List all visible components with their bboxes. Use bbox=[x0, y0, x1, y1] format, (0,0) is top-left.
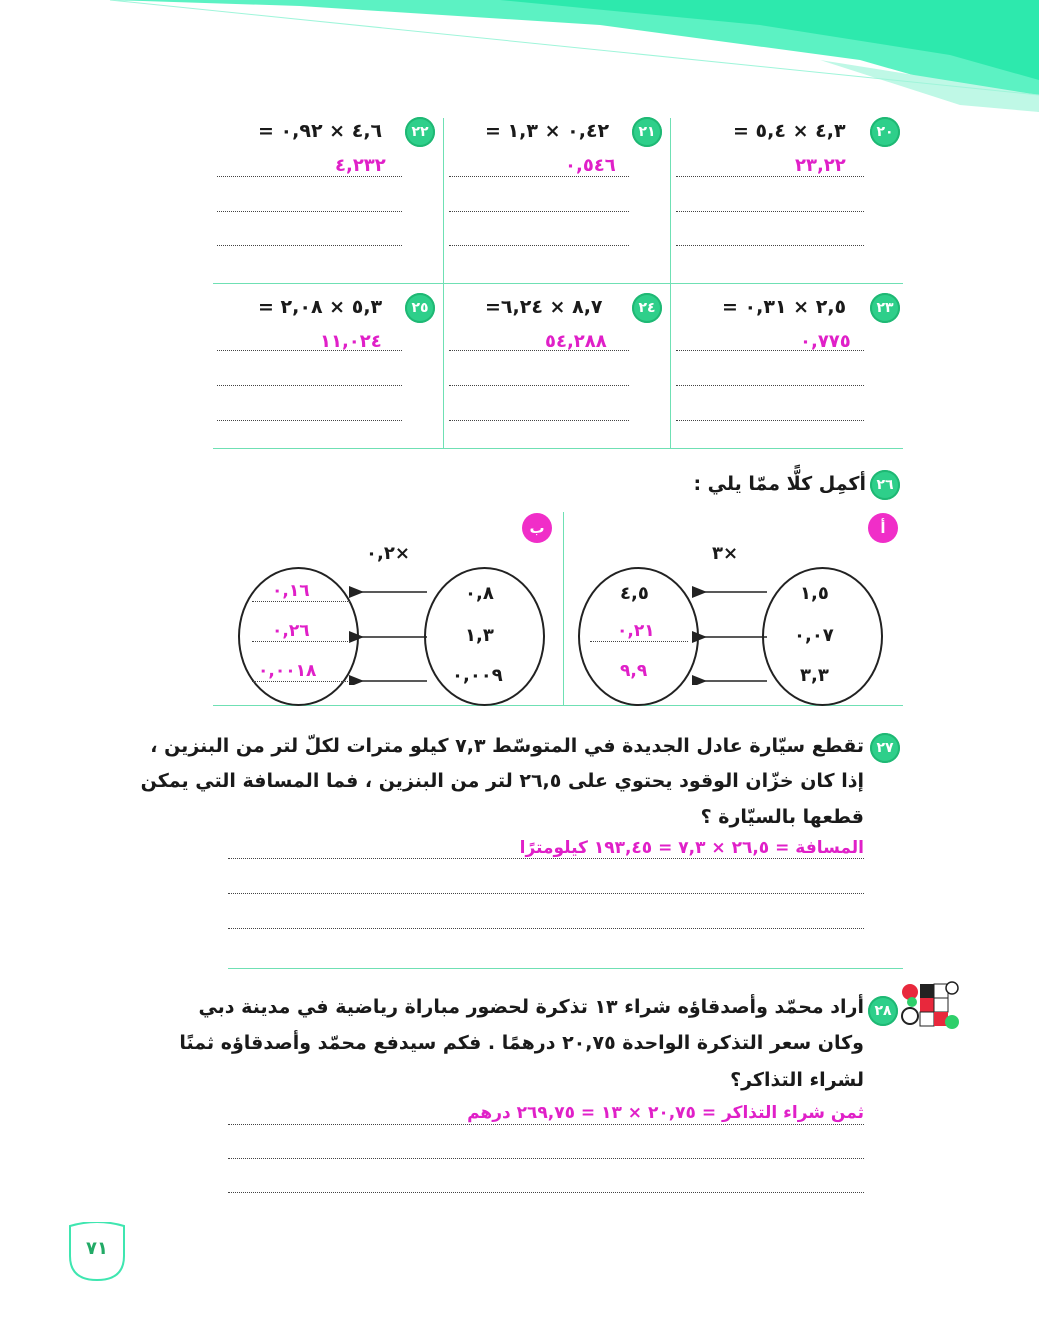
input-value: ٠,٨ bbox=[465, 583, 494, 604]
exercise-answer: ٠,٥٤٦ bbox=[565, 155, 616, 176]
answer-line bbox=[449, 176, 629, 177]
answer-line bbox=[228, 858, 864, 859]
question-text-line: قطعها بالسيّارة ؟ bbox=[700, 806, 864, 828]
answer-line bbox=[676, 176, 864, 177]
answer-line bbox=[449, 350, 629, 351]
input-value: ١,٥ bbox=[800, 583, 829, 604]
exercise-expression: = ٠,٤٢ × ١,٣ bbox=[485, 120, 610, 142]
output-value: ٠,١٦ bbox=[272, 581, 310, 601]
grid-divider bbox=[213, 283, 903, 284]
section-divider bbox=[213, 705, 903, 706]
answer-line bbox=[449, 420, 629, 421]
exercise-expression: =٨,٧ × ٦,٢٤ bbox=[485, 296, 603, 318]
answer-line bbox=[590, 641, 688, 642]
input-value: ٠,٠٧ bbox=[794, 625, 834, 646]
answer-line bbox=[449, 211, 629, 212]
input-value: ٣,٣ bbox=[800, 665, 829, 686]
output-value: ٩,٩ bbox=[620, 661, 648, 681]
output-value: ٠,٠٠١٨ bbox=[258, 661, 317, 681]
exercise-answer: ٢٣,٢٢ bbox=[795, 155, 846, 176]
diagram-label: أ bbox=[868, 513, 898, 543]
exercise-answer: ٠,٧٧٥ bbox=[800, 331, 851, 352]
diagram-label: ب bbox=[522, 513, 552, 543]
header-band bbox=[0, 0, 1039, 120]
answer-line bbox=[676, 420, 864, 421]
exercise-answer: ١١,٠٢٤ bbox=[320, 331, 382, 352]
question-number-badge: ٢٦ bbox=[870, 470, 900, 500]
question-text-line: أراد محمّد وأصدقاؤه شراء ١٣ تذكرة لحضور مباراة رياضية في مدينة دبي bbox=[198, 996, 864, 1018]
question-number-badge: ٢٨ bbox=[868, 996, 898, 1026]
answer-line bbox=[449, 385, 629, 386]
question-answer: ثمن شراء التذاكر = ٢٠,٧٥ × ١٣ = ٢٦٩,٧٥ درهم bbox=[467, 1103, 864, 1123]
answer-line bbox=[217, 350, 402, 351]
operation-label: ٠,٢× bbox=[366, 543, 410, 564]
answer-line bbox=[228, 893, 864, 894]
input-value: ١,٣ bbox=[465, 625, 494, 646]
page-number: ٧١ bbox=[86, 1238, 108, 1259]
exercise-number-badge: ٢٥ bbox=[405, 293, 435, 323]
answer-line bbox=[228, 1192, 864, 1193]
exercise-expression: = ٤,٣ × ٥,٤ bbox=[733, 120, 846, 142]
output-value: ٠,٢١ bbox=[617, 621, 655, 641]
puzzle-icon bbox=[898, 978, 960, 1034]
exercise-number-badge: ٢٤ bbox=[632, 293, 662, 323]
answer-line bbox=[217, 385, 402, 386]
input-value: ٠,٠٠٩ bbox=[452, 665, 503, 686]
exercise-answer: ٥٤,٢٨٨ bbox=[545, 331, 607, 352]
section-divider bbox=[228, 968, 903, 969]
answer-line bbox=[676, 211, 864, 212]
output-value: ٠,٢٦ bbox=[272, 621, 310, 641]
answer-line bbox=[449, 245, 629, 246]
question-text-line: تقطع سيّارة عادل الجديدة في المتوسّط ٧,٣ كيلو مترات لكلّ لتر من البنزين ، bbox=[150, 735, 864, 757]
exercise-expression: = ٤,٦ × ٠,٩٢ bbox=[258, 120, 383, 142]
answer-line bbox=[252, 601, 350, 602]
answer-line bbox=[228, 928, 864, 929]
question-number-badge: ٢٧ bbox=[870, 733, 900, 763]
question-answer: المسافة = ٢٦,٥ × ٧,٣ = ١٩٣,٤٥ كيلومترًا bbox=[519, 838, 864, 858]
exercise-number-badge: ٢٣ bbox=[870, 293, 900, 323]
grid-divider bbox=[213, 448, 903, 449]
question-title: أكمِل كلًّا ممّا يلي : bbox=[693, 473, 866, 495]
answer-line bbox=[676, 385, 864, 386]
question-text-line: وكان سعر التذكرة الواحدة ٢٠,٧٥ درهمًا . فكم سيدفع محمّد وأصدقاؤه ثمنًا bbox=[179, 1032, 864, 1054]
question-text-line: إذا كان خزّان الوقود يحتوي على ٢٦,٥ لتر من البنزين ، فما المسافة التي يمكن bbox=[140, 770, 864, 792]
answer-line bbox=[217, 245, 402, 246]
output-value: ٤,٥ bbox=[620, 583, 649, 604]
question-text-line: لشراء التذاكر؟ bbox=[730, 1069, 864, 1091]
arrows bbox=[347, 585, 431, 685]
exercise-expression: = ٢,٥ × ٠,٣١ bbox=[722, 296, 847, 318]
answer-line bbox=[217, 420, 402, 421]
answer-line bbox=[252, 681, 350, 682]
answer-line bbox=[217, 211, 402, 212]
answer-line bbox=[252, 641, 350, 642]
exercise-answer: ٤,٢٣٢ bbox=[335, 155, 386, 176]
exercise-number-badge: ٢٠ bbox=[870, 117, 900, 147]
answer-line bbox=[217, 176, 402, 177]
answer-line bbox=[228, 1124, 864, 1125]
diagram-divider bbox=[563, 512, 564, 705]
exercise-number-badge: ٢١ bbox=[632, 117, 662, 147]
answer-line bbox=[228, 1158, 864, 1159]
exercise-number-badge: ٢٢ bbox=[405, 117, 435, 147]
answer-line bbox=[676, 350, 864, 351]
operation-label: ٣× bbox=[712, 543, 739, 564]
exercise-expression: = ٥,٣ × ٢,٠٨ bbox=[258, 296, 383, 318]
answer-line bbox=[676, 245, 864, 246]
arrows bbox=[690, 585, 770, 685]
